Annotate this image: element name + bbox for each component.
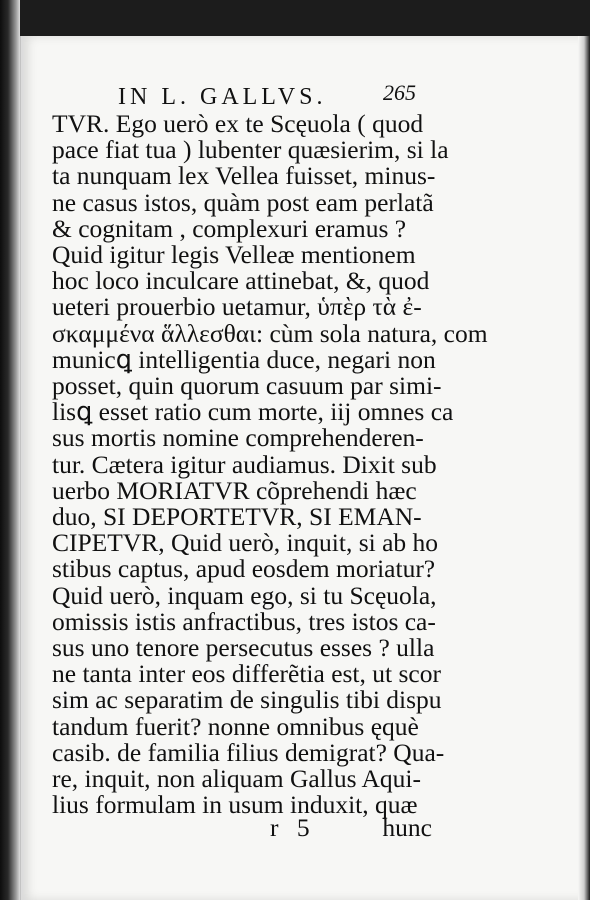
text-line: tandum fuerit? nonne omnibus ęquè — [52, 711, 419, 741]
text-line: uerbo MORIATVR cõprehendi hæc — [52, 475, 417, 505]
text-line: ne tanta inter eos differẽtia est, ut scor — [52, 659, 441, 689]
signature-mark: r 5 — [270, 813, 316, 842]
text-line: ta nunquam lex Vellea fuisset, minus- — [52, 161, 436, 191]
text-line: sim ac separatim de singulis tibi dispu — [52, 685, 442, 715]
text-line: municꝗ intelligentia duce, negari non — [52, 344, 436, 374]
text-line: CIPETVR, Quid uerò, inquit, si ab ho — [52, 528, 439, 558]
text-line: casib. de familia filius demigrat? Qua- — [52, 737, 445, 767]
text-line: posset, quin quorum casuum par simi- — [52, 371, 442, 401]
scan-top-border — [0, 0, 590, 36]
page-right-edge — [578, 36, 590, 900]
text-line: ueteri prouerbio uetamur, ὑπὲρ τὰ ἐ- — [52, 292, 422, 322]
page-footer — [52, 813, 432, 843]
text-line: Quid uerò, inquam ego, si tu Scęuola, — [52, 580, 437, 610]
body-text — [52, 109, 488, 820]
text-line: ne casus istos, quàm post eam perlatã — [52, 187, 434, 217]
book-spine-shadow — [0, 0, 20, 900]
text-line: stibus captus, apud eosdem moriatur? — [52, 554, 436, 584]
text-line: lius formulam in usum induxit, quæ — [52, 790, 418, 820]
catchword: hunc — [382, 813, 432, 842]
text-line: duo, SI DEPORTETVR, SI EMAN- — [52, 502, 422, 532]
running-title: IN L. GALLVS. — [118, 84, 327, 110]
text-line: hoc loco inculcare attinebat, &, quod — [52, 266, 430, 296]
text-line: TVR. Ego uerò ex te Scęuola ( quod — [52, 109, 424, 138]
page-number: 265 — [383, 80, 416, 105]
text-line: lisꝗ esset ratio cum morte, iĳ omnes ca — [52, 397, 454, 427]
text-line: tur. Cætera igitur audiamus. Dixit sub — [52, 449, 437, 479]
text-line: omissis istis anfractibus, tres istos ca- — [52, 606, 436, 636]
text-line: Quid igitur legis Velleæ mentionem — [52, 240, 416, 270]
text-line: pace fiat tua ) lubenter quæsierim, si la — [52, 135, 449, 165]
text-line: σκαμμένα ἅλλεσθαι: cùm sola natura, com — [52, 318, 488, 348]
text-line: & cognitam , complexuri eramus ? — [52, 213, 407, 243]
text-line: sus mortis nomine comprehenderen- — [52, 423, 424, 453]
text-line: sus uno tenore persecutus esses ? ulla — [52, 633, 435, 663]
text-line: re, inquit, non aliquam Gallus Aqui- — [52, 764, 421, 794]
